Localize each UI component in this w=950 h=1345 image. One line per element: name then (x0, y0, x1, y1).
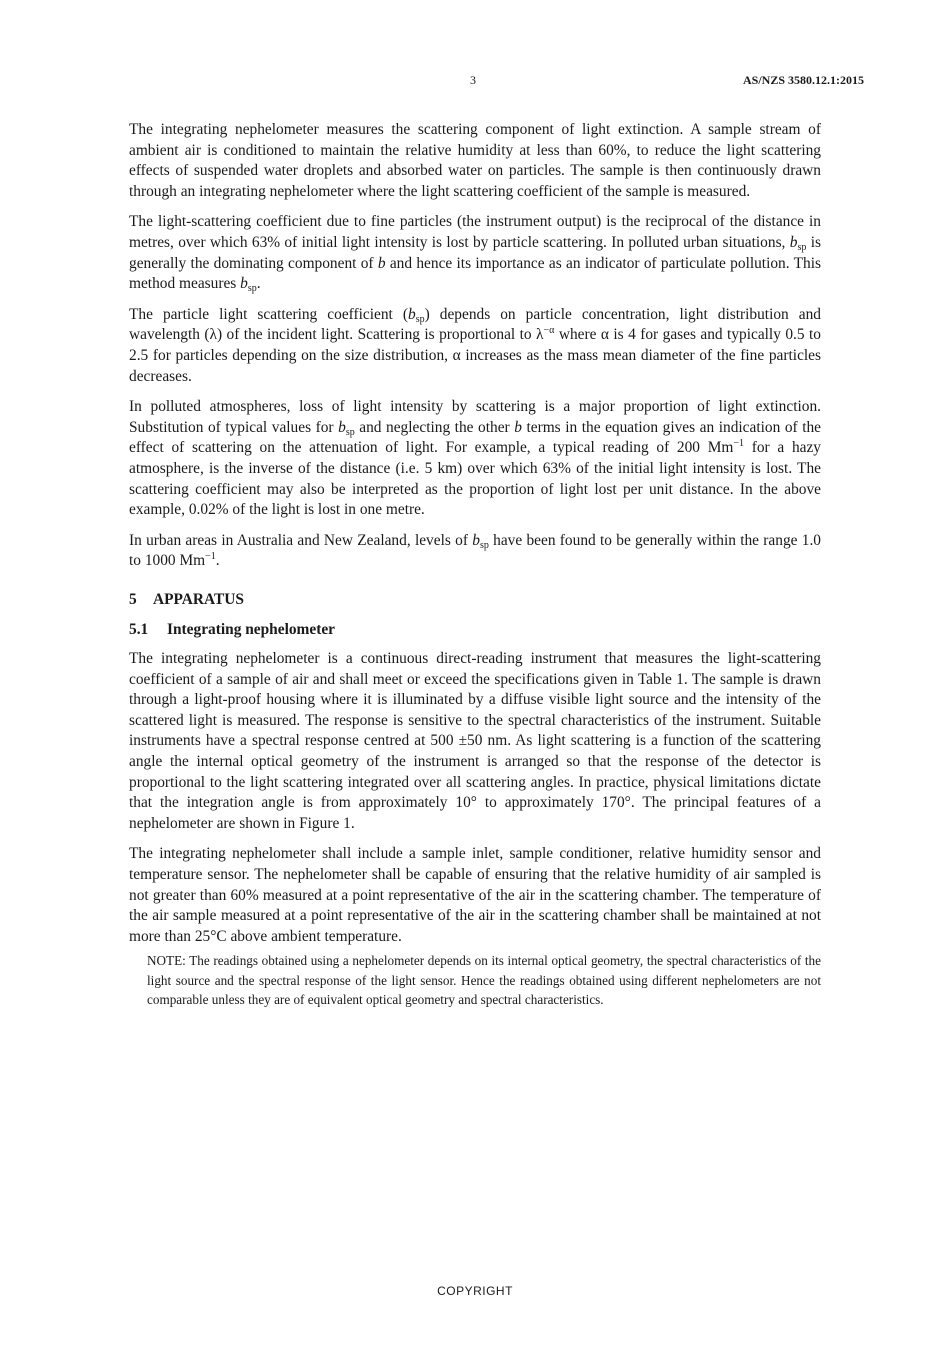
page-content (129, 120, 821, 1009)
subsection-heading-integrating-nephelometer: 5.1 Integrating nephelometer (129, 621, 335, 639)
paragraph-polluted-atmospheres: In polluted atmospheres, loss of light intensity by scattering is a major proportion of light extinction. Substitution of typical values for $b_{sp}$ and neglecting the other b terms in the equation gives an indication of the effect of scattering on the attenuation of light. For example, a typical reading of 200 $Mm^{-1}$ for a hazy atmosphere, is the inverse of the distance (i.e. 5 km) over which 63% of the initial light intensity is lost. The scattering coefficient may also be interpreted as the proportion of light lost per unit distance. In the above example, 0.02% of the light is lost in one metre. (129, 398, 821, 519)
document-id: AS/NZS 3580.12.1:2015 (742, 73, 864, 87)
note: NOTE: The readings obtained using a nephelometer depends on its internal optical geometry, the spectral characteristics of the light source and the spectral response of the light sensor. Hence the readings obtained using different nephelometers are not comparable unless they are of equivalent optical geometry and spectral characteristics. (147, 953, 821, 1007)
paragraph-urban-levels: In urban areas in Australia and New Zealand, levels of $b_{sp}$ have been found to be generally within the range 1.0 to 1000 $Mm^{-1}$. (129, 531, 821, 570)
paragraph-instrument-requirements: The integrating nephelometer shall include a sample inlet, sample conditioner, relative humidity sensor and temperature sensor. The nephelometer shall be capable of ensuring that the relative humidity of air sampled is not greater than 60% measured at a point representative of the air in the scattering chamber. The temperature of the air sample measured at a point representative of the air in the scattering chamber shall be maintained at not more than 25°C above ambient temperature. (129, 845, 821, 945)
section-heading-apparatus: 5 APPARATUS (129, 590, 244, 608)
page-header (0, 73, 950, 93)
paragraph-particle-scattering: The particle light scattering coefficient $(b_{sp})$ depends on particle concentration, light distribution and wavelength (λ) of the incident light. Scattering is proportional to $\lambda^{-\alpha}$ where α is 4 for gases and typically 0.5 to 2.5 for particles depending on the size distribution, α increases as the mass mean diameter of the fine particles decreases. (129, 305, 821, 385)
paragraph-scattering-coefficient: The light-scattering coefficient due to fine particles (the instrument output) is the reciprocal of the distance in metres, over which 63% of initial light intensity is lost by particle scattering. In polluted urban situations, $b_{sp}$ is generally the dominating component of b and hence its importance as an indicator of particulate pollution. This method measures $b_{sp}$. (129, 213, 821, 295)
paragraph-instrument-description: The integrating nephelometer is a continuous direct-reading instrument that measures the light-scattering coefficient of a sample of air and shall meet or exceed the specifications given in Table 1. The sample is drawn through a light-proof housing where it is illuminated by a diffuse visible light source and the intensity of the scattered light is measured. The response is sensitive to the spectral characteristics of the instrument. Suitable instruments have a spectral response centred at 500 ±50 nm. As light scattering is a function of the scattering angle the internal optical geometry of the instrument is arranged so that the response of the detector is proportional to the light scattering integrated over all scattering angles. In practice, physical limitations dictate that the integration angle is from approximately 10° to approximately 170°. The principal features of a nephelometer are shown in Figure 1. (129, 650, 821, 832)
page-number: 3 (470, 73, 476, 87)
copyright-footer: COPYRIGHT (437, 1284, 513, 1298)
paragraph-method-overview: The integrating nephelometer measures the scattering component of light extinction. A sample stream of ambient air is conditioned to maintain the relative humidity at less than 60%, to reduce the light scattering effects of suspended water droplets and absorbed water on particles. The sample is then continuously drawn through an integrating nephelometer where the light scattering coefficient of the sample is measured. (129, 121, 821, 200)
